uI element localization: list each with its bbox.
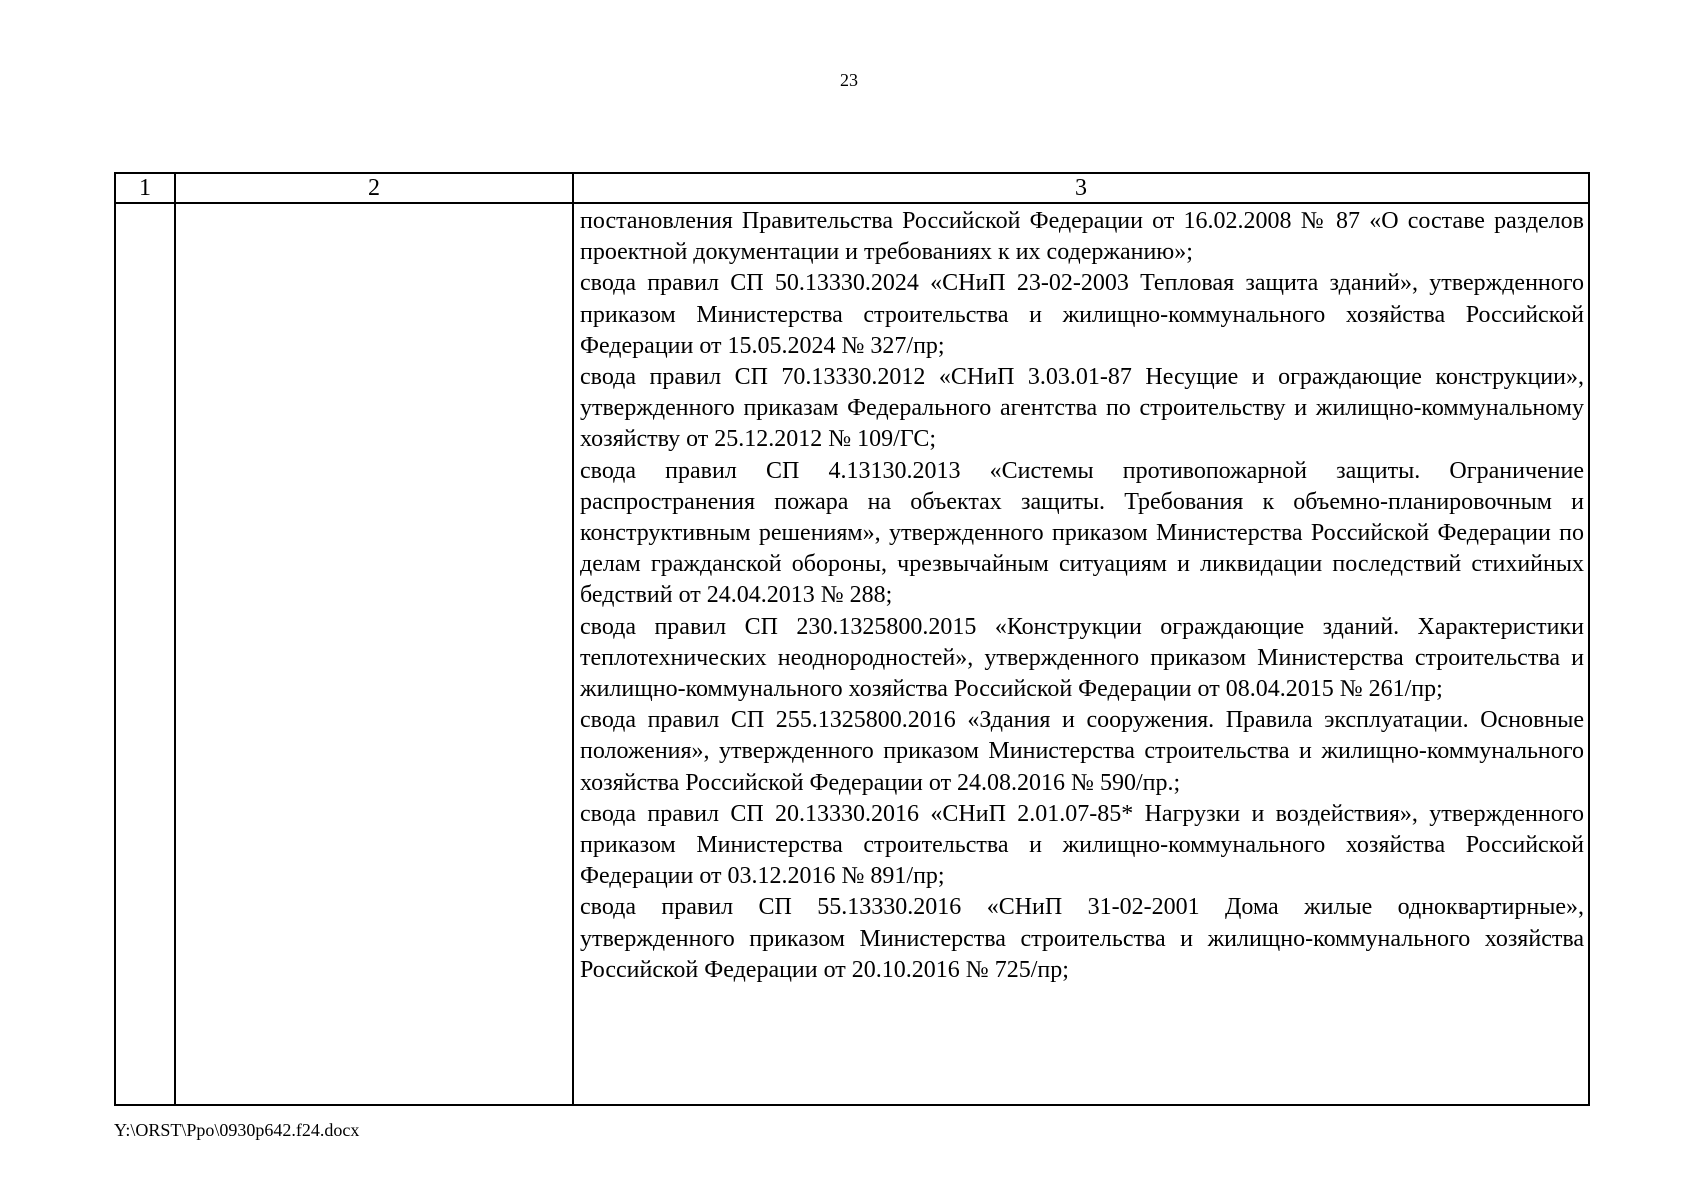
- regulations-table: [114, 172, 1590, 1106]
- regulation-paragraph: свода правил СП 70.13330.2012 «СНиП 3.03.01-87 Несущие и ограждающие конструкции», утвержденного приказам Федерального агентства по строительству и жилищно-коммунальному хозяйству от 25.12.2012 № 109/ГС;: [580, 364, 1584, 453]
- table-header-row: [115, 173, 1589, 203]
- regulation-paragraph: свода правил СП 50.13330.2024 «СНиП 23-02-2003 Тепловая защита зданий», утвержденного приказом Министерства строительства и жилищно-коммунального хозяйства Российской Федерации от 15.05.2024 № 327/пр;: [580, 270, 1584, 359]
- regulation-paragraph: свода правил СП 55.13330.2016 «СНиП 31-02-2001 Дома жилые одноквартирные», утвержденного приказом Министерства строительства и жилищно-коммунального хозяйства Российской Федерации от 20.10.2016 № 725/пр;: [580, 894, 1584, 983]
- column-header-1: 1: [115, 173, 175, 203]
- footer-file-path: Y:\ORST\Ppo\0930p642.f24.docx: [114, 1120, 360, 1140]
- cell-col3: [573, 203, 1589, 1105]
- cell-col1: [115, 203, 175, 1105]
- table-row: [115, 203, 1589, 1105]
- regulation-paragraph: свода правил СП 230.1325800.2015 «Конструкции ограждающие зданий. Характеристики теплотехнических неоднородностей», утвержденного приказом Министерства строительства и жилищно-коммунального хозяйства Российской Федерации от 08.04.2015 № 261/пр;: [580, 613, 1584, 703]
- page-number: 23: [840, 70, 858, 90]
- cell-col2: [175, 203, 573, 1105]
- regulation-paragraph: постановления Правительства Российской Федерации от 16.02.2008 № 87 «О составе разделов проектной документации и требованиях к их содержанию»;: [580, 208, 1584, 266]
- regulation-paragraph: свода правил СП 255.1325800.2016 «Здания и сооружения. Правила эксплуатации. Основные положения», утвержденного приказом Министерства строительства и жилищно-коммунального хозяйства Российской Федерации от 24.08.2016 № 590/пр.;: [580, 707, 1584, 796]
- regulation-paragraph: свода правил СП 4.13130.2013 «Системы противопожарной защиты. Ограничение распространения пожара на объектах защиты. Требования к объемно-планировочным и конструктивным решениям», утвержденного приказом Министерства Российской Федерации по делам гражданской обороны, чрезвычайным ситуациям и ликвидации последствий стихийных бедствий от 24.04.2013 № 288;: [580, 457, 1584, 609]
- column-header-2: 2: [175, 173, 573, 203]
- regulation-paragraph: свода правил СП 20.13330.2016 «СНиП 2.01.07-85* Нагрузки и воздействия», утвержденного приказом Министерства строительства и жилищно-коммунального хозяйства Российской Федерации от 03.12.2016 № 891/пр;: [580, 800, 1584, 890]
- column-header-3: 3: [573, 173, 1589, 203]
